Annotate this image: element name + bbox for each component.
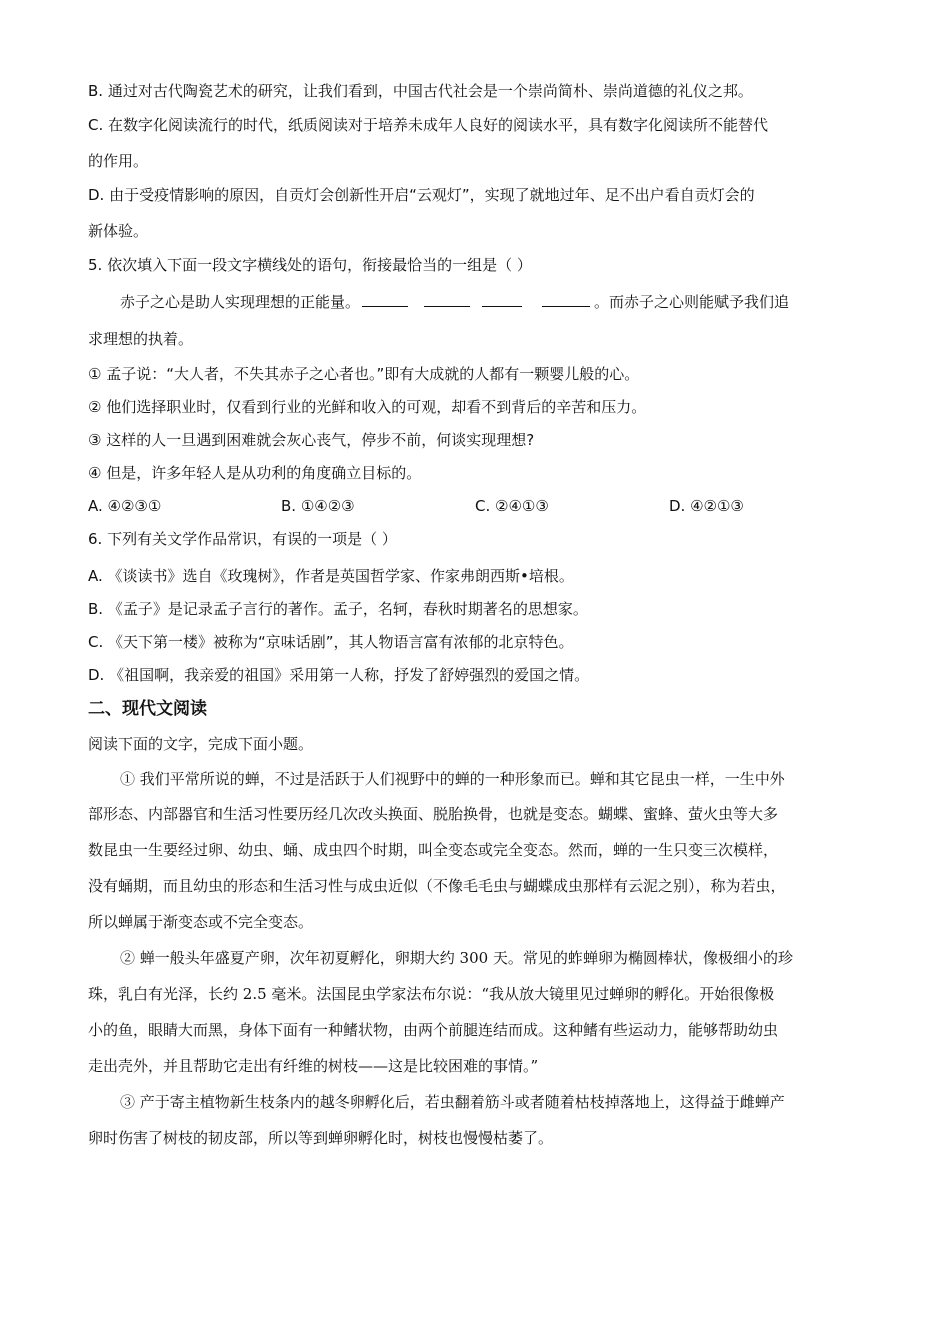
q5-stem: 5. 依次填入下面一段文字横线处的语句，衔接最恰当的一组是（ ） bbox=[88, 256, 532, 274]
passage-line: 所以蝉属于渐变态或不完全变态。 bbox=[88, 913, 314, 931]
q5-passage-end: 。而赤子之心则能赋予我们追 bbox=[594, 293, 790, 311]
q5-choice-a: A. ④②③① bbox=[88, 497, 162, 515]
passage-line: 珠，乳白有光泽，长约 2.5 毫米。法国昆虫学家法布尔说：“我从放大镜里见过蝉卵的孵化。开始很像极 bbox=[88, 985, 775, 1003]
q4-option-b: B. 通过对古代陶瓷艺术的研究，让我们看到，中国古代社会是一个崇尚简朴、崇尚道德的礼仪之邦。 bbox=[88, 82, 753, 100]
q5-choice-d: D. ④②①③ bbox=[669, 497, 744, 515]
passage-line: ① 我们平常所说的蝉，不过是活跃于人们视野中的蝉的一种形象而已。蝉和其它昆虫一样，一生中外 bbox=[120, 770, 785, 788]
q6-option-d: D. 《祖国啊，我亲爱的祖国》采用第一人称，抒发了舒婷强烈的爱国之情。 bbox=[88, 666, 590, 684]
section-heading: 二、现代文阅读 bbox=[88, 699, 207, 719]
answer-blank-2 bbox=[424, 292, 470, 307]
q5-choice-b: B. ①④②③ bbox=[281, 497, 355, 515]
passage-line: ③ 产于寄主植物新生枝条内的越冬卵孵化后，若虫翻着筋斗或者随着枯枝掉落地上，这得益于雌蝉产 bbox=[120, 1093, 785, 1111]
passage-line: 走出壳外，并且帮助它走出有纤维的树枝——这是比较困难的事情。” bbox=[88, 1057, 539, 1075]
q6-option-a: A. 《谈读书》选自《玫瑰树》，作者是英国哲学家、作家弗朗西斯•培根。 bbox=[88, 567, 574, 585]
passage-line: 部形态、内部器官和生活习性要历经几次改头换面、脱胎换骨，也就是变态。蝴蝶、蜜蜂、萤火虫等大多 bbox=[88, 805, 779, 823]
q5-choice-c: C. ②④①③ bbox=[475, 497, 549, 515]
q4-option-d-cont: 新体验。 bbox=[88, 222, 149, 240]
q4-option-c: C. 在数字化阅读流行的时代，纸质阅读对于培养未成年人良好的阅读水平，具有数字化阅读所不能替代 bbox=[88, 116, 769, 134]
q4-option-d: D. 由于受疫情影响的原因，自贡灯会创新性开启“云观灯”，实现了就地过年、足不出户看自贡灯会的 bbox=[88, 186, 755, 204]
q5-passage-start: 赤子之心是助人实现理想的正能量。 bbox=[120, 293, 361, 311]
q5-sentence-1: ① 孟子说：“大人者，不失其赤子之心者也。”即有大成就的人都有一颗婴儿般的心。 bbox=[88, 365, 640, 383]
q5-sentence-4: ④ 但是，许多年轻人是从功利的角度确立目标的。 bbox=[88, 464, 422, 482]
q5-passage-line2: 求理想的执着。 bbox=[88, 330, 194, 348]
passage-line: 数昆虫一生要经过卵、幼虫、蛹、成虫四个时期，叫全变态或完全变态。然而，蝉的一生只变三次模样， bbox=[88, 841, 779, 859]
passage-line: ② 蝉一般头年盛夏产卵，次年初夏孵化，卵期大约 300 天。常见的蚱蝉卵为椭圆棒状，像极细小的珍 bbox=[120, 949, 793, 967]
q4-option-c-cont: 的作用。 bbox=[88, 152, 149, 170]
q5-passage-line1 bbox=[120, 292, 789, 312]
q5-sentence-3: ③ 这样的人一旦遇到困难就会灰心丧气，停步不前，何谈实现理想? bbox=[88, 431, 535, 449]
q5-sentence-2: ② 他们选择职业时，仅看到行业的光鲜和收入的可观，却看不到背后的辛苦和压力。 bbox=[88, 398, 647, 416]
answer-blank-1 bbox=[362, 292, 408, 307]
q6-option-c: C. 《天下第一楼》被称为“京味话剧”，其人物语言富有浓郁的北京特色。 bbox=[88, 633, 574, 651]
answer-blank-3 bbox=[482, 292, 522, 307]
q6-stem: 6. 下列有关文学作品常识，有误的一项是（ ） bbox=[88, 530, 397, 548]
passage-line: 小的鱼，眼睛大而黑，身体下面有一种鳍状物，由两个前腿连结而成。这种鳍有些运动力，能够帮助幼虫 bbox=[88, 1021, 779, 1039]
passage-line: 卵时伤害了树枝的韧皮部，所以等到蝉卵孵化时，树枝也慢慢枯萎了。 bbox=[88, 1129, 554, 1147]
reading-instruction: 阅读下面的文字，完成下面小题。 bbox=[88, 735, 314, 753]
passage-line: 没有蛹期，而且幼虫的形态和生活习性与成虫近似（不像毛毛虫与蝴蝶成虫那样有云泥之别），称为若虫， bbox=[88, 877, 786, 895]
answer-blank-4 bbox=[542, 292, 590, 307]
q6-option-b: B. 《孟子》是记录孟子言行的著作。孟子，名轲，春秋时期著名的思想家。 bbox=[88, 600, 588, 618]
